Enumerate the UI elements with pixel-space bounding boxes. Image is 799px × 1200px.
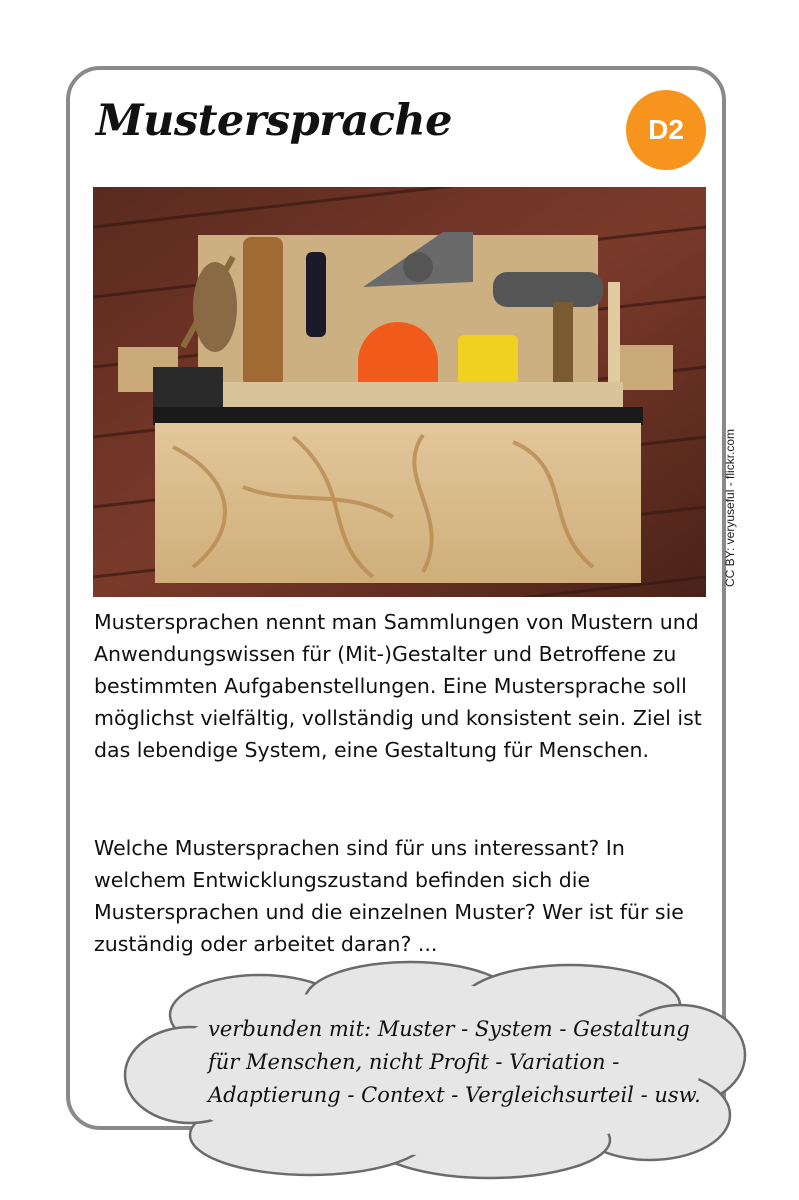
description-paragraph: Mustersprachen nennt man Sammlungen von Mustern und Anwendungswissen für (Mit-)Gestalter und Betroffene zu bestimmten Aufgabenstellungen. Eine Mustersprache soll möglichst vielfältig, vollständig und konsistent sein. Ziel ist das lebendige System, eine Gestaltung für Menschen.	[94, 610, 702, 762]
card-code-badge: D2	[626, 90, 706, 170]
related-topics-text: verbunden mit: Muster - System - Gestaltung für Menschen, nicht Profit - Variation - Adaptierung - Context - Vergleichsurteil - usw.	[208, 1017, 701, 1107]
photo-credit: CC BY: veryuseful - flickr.com	[723, 428, 737, 587]
card-title: Mustersprache	[96, 96, 453, 146]
question-paragraph: Welche Mustersprachen sind für uns interessant? In welchem Entwicklungszustand befinden sich die Mustersprachen und die einzelnen Muster? Wer ist für sie zuständig oder arbeitet daran? ...	[94, 836, 684, 956]
toolbox-photo	[93, 187, 706, 597]
